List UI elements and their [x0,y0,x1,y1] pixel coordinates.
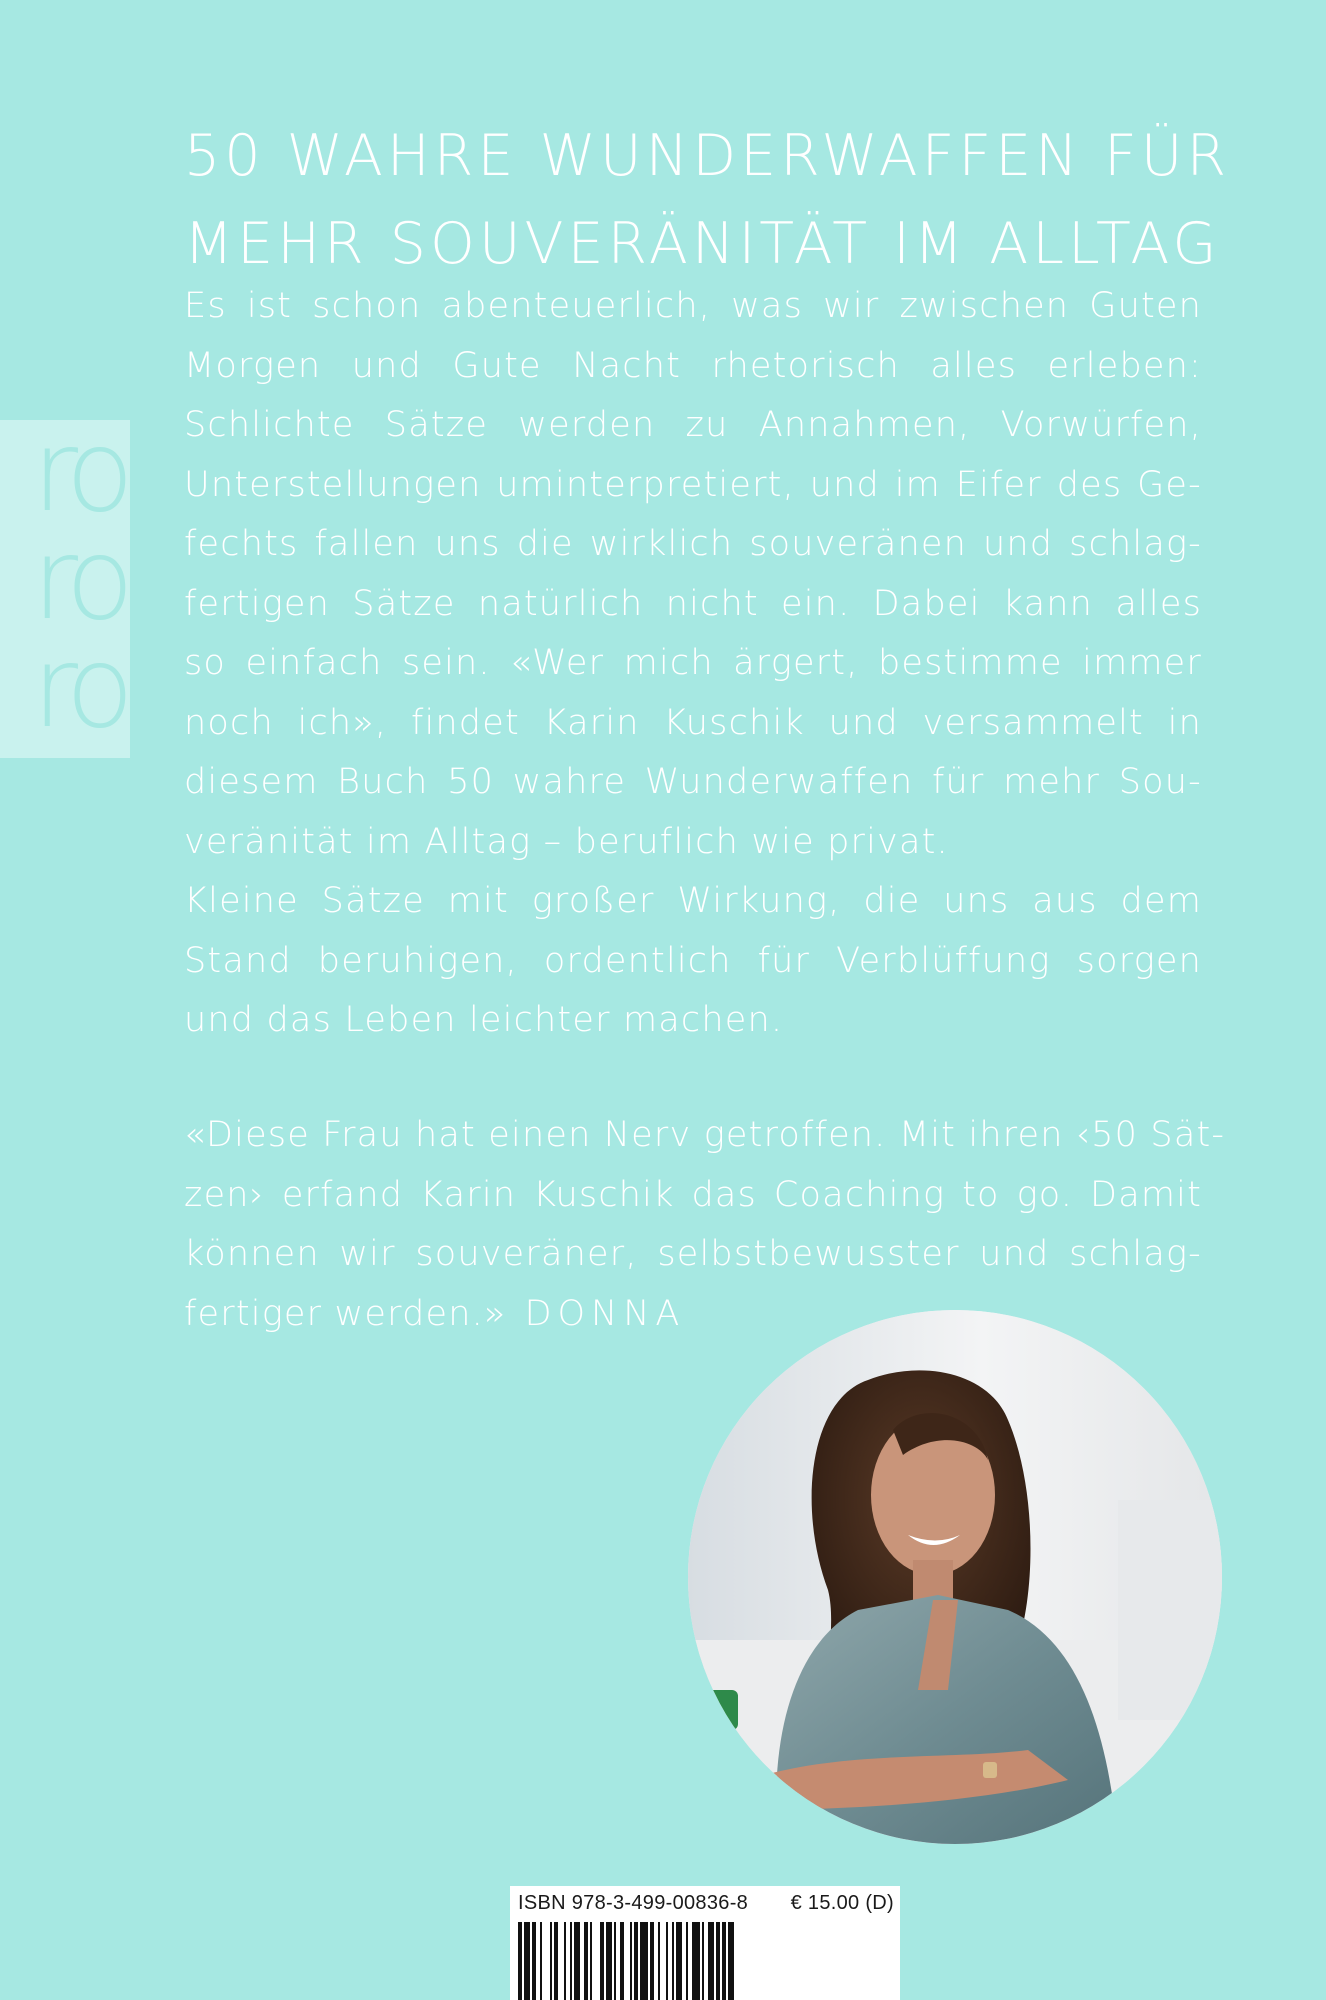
blurb-line: Stand beruhigen, ordentlich für Verblüffung sorgen [184,940,1202,981]
barcode-bars [518,1922,894,2000]
headline-line-2: MEHR SOUVERÄNITÄT IM ALLTAG [184,211,1221,277]
blurb-line: Schlichte Sätze werden zu Annahmen, Vorwürfen, [184,405,1202,445]
blurb-line: veränität im Alltag – beruflich wie privat. [184,821,949,862]
blurb-line: Unterstellungen uminterpretiert, und im Eifer des Ge- [184,464,1202,505]
isbn-text: ISBN 978-3-499-00836-8 [518,1892,749,1914]
price-text: € 15.00 (D) [790,1892,894,1914]
blurb-line: und das Leben leichter machen. [184,1000,784,1040]
headline-line-1: 50 WAHRE WUNDERWAFFEN FÜR [184,123,1231,189]
rororo-logo [0,420,130,758]
quote-line: fertiger werden.» [184,1293,507,1334]
isbn-price-line [518,1892,894,1915]
blurb-line: Kleine Sätze mit großer Wirkung, die uns aus dem [184,881,1202,921]
blurb-line: fertigen Sätze natürlich nicht ein. Dabei kann alles [184,583,1202,624]
press-quote [184,1106,1226,1344]
logo-line-3: ro [32,623,125,753]
barcode-area [510,1886,900,2000]
logo-line-1: ro [32,420,125,537]
logo-line-2: ro [32,515,125,645]
blurb-line: Es ist schon abenteuerlich, was wir zwischen Guten [184,286,1202,326]
blurb-line: noch ich», findet Karin Kuschik und versammelt in [184,702,1202,743]
author-portrait-image [688,1310,1222,1844]
headline [184,112,1231,288]
quote-line: können wir souveräner, selbstbewusster und schlag- [184,1234,1202,1274]
blurb-text [184,277,1202,1051]
author-photo [688,1310,1222,1844]
blurb-line: diesem Buch 50 wahre Wunderwaffen für mehr Sou- [184,762,1202,802]
quote-line: «Diese Frau hat einen Nerv getroffen. Mit ihren ‹50 Sät- [184,1115,1226,1155]
quote-line: zen› erfand Karin Kuschik das Coaching to go. Damit [184,1174,1202,1215]
quote-source: DONNA [524,1293,686,1334]
blurb-line: so einfach sein. «Wer mich ärgert, bestimme immer [184,643,1202,683]
blurb-line: fechts fallen uns die wirklich souveränen und schlag- [184,524,1202,564]
blurb-line: Morgen und Gute Nacht rhetorisch alles erleben: [184,345,1202,386]
